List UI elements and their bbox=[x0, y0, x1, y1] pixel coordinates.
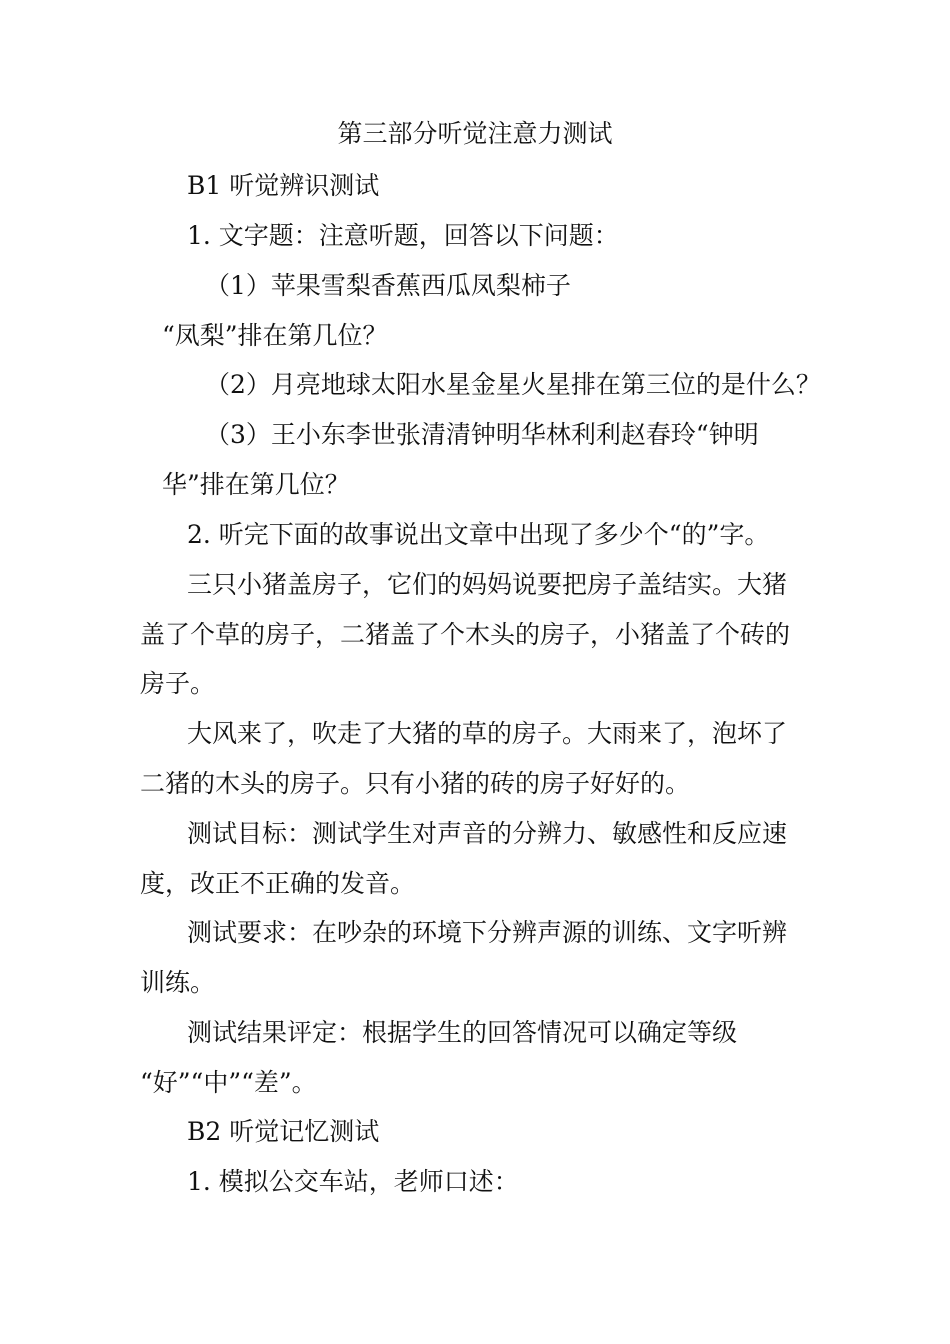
b2-question-1: 1. 模拟公交车站，老师口述： bbox=[187, 1167, 519, 1196]
test-goal-line-2: 度，改正不正确的发音。 bbox=[140, 869, 416, 898]
test-result-line-2: “好”“中”“差”。 bbox=[140, 1068, 317, 1097]
test-requirement-line-2: 训练。 bbox=[140, 968, 216, 997]
question-1-3-line-1: （3）王小东李世张清清钟明华林利利赵春玲“钟明 bbox=[205, 420, 759, 449]
question-1: 1. 文字题：注意听题，回答以下问题： bbox=[187, 221, 619, 250]
question-1-3-line-2: 华”排在第几位？ bbox=[162, 470, 350, 499]
question-2: 2. 听完下面的故事说出文章中出现了多少个“的”字。 bbox=[187, 520, 770, 549]
story-paragraph-2-line-2: 二猪的木头的房子。只有小猪的砖的房子好好的。 bbox=[140, 769, 691, 798]
question-1-1-line-2: “凤梨”排在第几位？ bbox=[162, 321, 388, 350]
section-heading-b1: B1 听觉辨识测试 bbox=[187, 171, 380, 200]
test-goal-line-1: 测试目标：测试学生对声音的分辨力、敏感性和反应速 bbox=[187, 819, 788, 848]
story-paragraph-1-line-1: 三只小猪盖房子，它们的妈妈说要把房子盖结实。大猪 bbox=[187, 570, 788, 599]
story-paragraph-1-line-3: 房子。 bbox=[140, 669, 216, 698]
page-title: 第三部分听觉注意力测试 bbox=[337, 119, 613, 148]
question-1-2: （2）月亮地球太阳水星金星火星排在第三位的是什么？ bbox=[205, 370, 821, 399]
test-requirement-line-1: 测试要求：在吵杂的环境下分辨声源的训练、文字听辨 bbox=[187, 918, 788, 947]
section-heading-b2: B2 听觉记忆测试 bbox=[187, 1117, 380, 1146]
story-paragraph-2-line-1: 大风来了，吹走了大猪的草的房子。大雨来了，泡坏了 bbox=[187, 719, 788, 748]
test-result-line-1: 测试结果评定：根据学生的回答情况可以确定等级 bbox=[187, 1018, 738, 1047]
story-paragraph-1-line-2: 盖了个草的房子，二猪盖了个木头的房子，小猪盖了个砖的 bbox=[140, 620, 791, 649]
question-1-1-line-1: （1）苹果雪梨香蕉西瓜凤梨柿子 bbox=[205, 271, 571, 300]
